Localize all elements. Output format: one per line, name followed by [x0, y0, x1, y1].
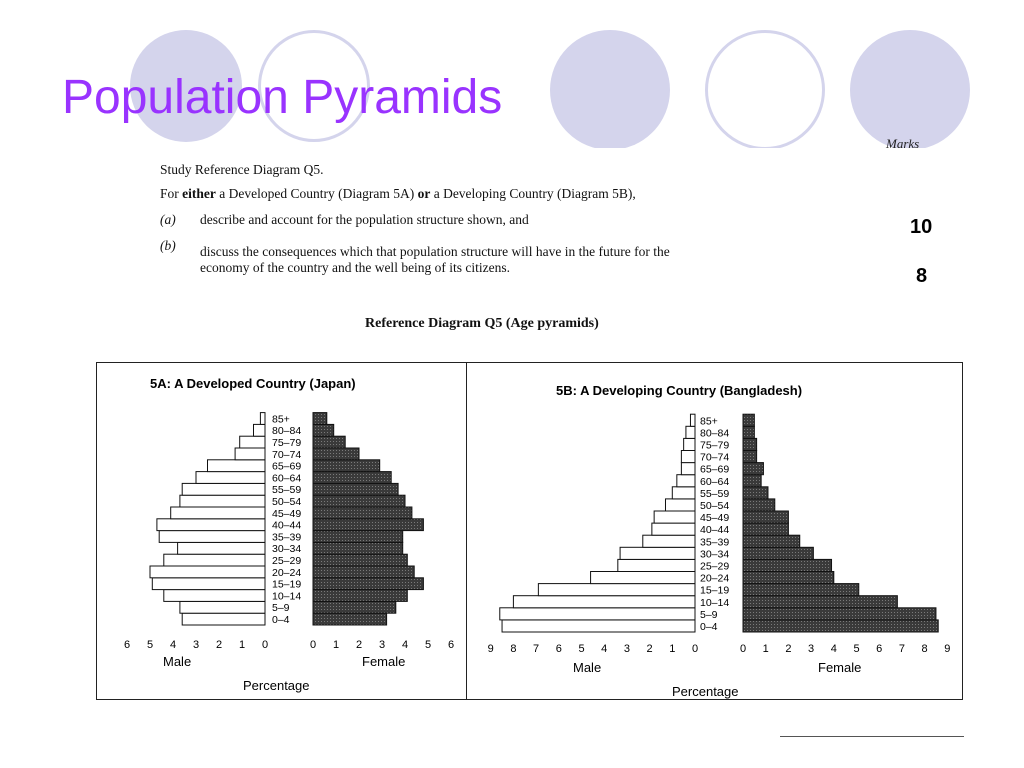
age-label: 80–84 [700, 427, 730, 440]
age-label: 25–29 [272, 555, 302, 567]
male-bar [500, 608, 695, 620]
x-tick-female: 4 [401, 639, 409, 651]
x-axis-label: Percentage [243, 678, 310, 693]
male-bar [538, 584, 695, 596]
age-label: 30–34 [700, 548, 730, 561]
x-tick-female: 6 [876, 643, 883, 655]
age-label: 45–49 [700, 512, 730, 525]
female-bar [743, 475, 761, 487]
age-label: 75–79 [700, 439, 730, 452]
female-bar [743, 499, 775, 511]
age-label: 25–29 [700, 560, 730, 573]
age-label: 5–9 [700, 608, 718, 621]
x-tick-female: 9 [944, 643, 951, 655]
age-label: 5–9 [272, 602, 290, 615]
male-axis-label: Male [573, 660, 602, 675]
male-bar [681, 451, 695, 463]
male-bar [164, 554, 265, 566]
male-bar [260, 413, 265, 425]
mark-a: 10 [910, 216, 933, 238]
male-bar [180, 601, 265, 613]
age-label: 70–74 [272, 448, 302, 461]
x-tick-female: 3 [808, 643, 815, 655]
female-bar [743, 620, 938, 632]
question-text: a Developing Country (Diagram 5B), [430, 186, 636, 201]
female-bar [313, 531, 403, 543]
female-bar [313, 436, 345, 448]
mark-b: 8 [916, 265, 928, 287]
male-bar [513, 596, 695, 608]
male-bar [235, 448, 265, 460]
age-label: 80–84 [272, 425, 302, 438]
male-bar [159, 531, 265, 543]
age-label: 50–54 [700, 500, 730, 512]
question-b-label: (b) [160, 238, 176, 253]
x-tick-male: 3 [623, 643, 630, 655]
x-tick-female: 5 [424, 639, 432, 651]
age-label: 55–59 [272, 484, 302, 497]
female-bar [313, 424, 334, 436]
x-tick-female: 7 [898, 643, 905, 655]
male-bar [654, 511, 695, 523]
x-tick-male: 2 [215, 639, 223, 651]
male-bar [686, 426, 695, 438]
age-label: 40–44 [272, 519, 302, 532]
female-bar [743, 608, 936, 620]
male-bar [164, 590, 265, 602]
male-bar [150, 566, 265, 578]
question-b-text-1: discuss the consequences which that population structure will have in the future for the [200, 244, 670, 259]
male-bar [182, 483, 265, 495]
x-tick-female: 1 [332, 639, 340, 651]
age-label: 10–14 [700, 596, 730, 609]
x-tick-male: 5 [146, 639, 154, 651]
question-line-1: Study Reference Diagram Q5. [160, 162, 324, 177]
female-bar [743, 523, 788, 535]
age-label: 60–64 [272, 472, 302, 485]
female-bar [313, 413, 327, 425]
male-bar [652, 523, 695, 535]
male-bar [643, 535, 695, 547]
age-label: 15–19 [700, 584, 730, 597]
x-tick-female: 4 [830, 643, 837, 655]
x-tick-male: 5 [578, 643, 585, 655]
female-bar [743, 463, 763, 475]
female-bar [743, 547, 813, 559]
male-bar [665, 499, 695, 511]
male-bar [681, 463, 695, 475]
female-bar [743, 451, 757, 463]
x-tick-male: 2 [646, 643, 653, 655]
x-tick-male: 0 [261, 639, 269, 651]
male-bar [157, 519, 265, 531]
question-emphasis: or [417, 186, 431, 201]
age-label: 55–59 [700, 487, 730, 500]
male-bar [677, 475, 695, 487]
female-bar [743, 426, 754, 438]
reference-title: Reference Diagram Q5 (Age pyramids) [365, 316, 599, 331]
age-label: 85+ [700, 415, 718, 428]
marks-label: Marks [886, 136, 920, 151]
female-bar [743, 584, 859, 596]
age-label: 40–44 [700, 524, 730, 537]
female-bar [313, 448, 359, 460]
chart-title: 5B: A Developing Country (Bangladesh) [556, 383, 803, 398]
male-bar [240, 436, 265, 448]
female-bar [313, 566, 414, 578]
x-tick-female: 1 [762, 643, 769, 655]
question-text: For [160, 186, 183, 201]
male-bar [208, 460, 266, 472]
x-tick-female: 3 [378, 639, 386, 651]
female-bar [743, 438, 757, 450]
female-axis-label: Female [362, 654, 406, 669]
age-label: 60–64 [700, 475, 730, 488]
female-bar [743, 572, 834, 584]
age-label: 45–49 [272, 507, 302, 520]
x-tick-male: 9 [487, 643, 494, 655]
slide-title: Population Pyramids [62, 71, 503, 124]
age-label: 20–24 [700, 572, 730, 585]
age-label: 50–54 [272, 496, 302, 508]
question-b-text-2: economy of the country and the well being of its citizens. [200, 260, 511, 275]
female-bar [743, 559, 832, 571]
male-bar [180, 495, 265, 507]
female-bar [743, 511, 788, 523]
footer-rule [780, 736, 964, 737]
age-label: 30–34 [272, 543, 302, 556]
x-tick-female: 6 [447, 639, 455, 651]
x-tick-male: 6 [123, 639, 131, 651]
female-bar [313, 483, 398, 495]
female-bar [743, 596, 897, 608]
x-tick-male: 1 [669, 643, 676, 655]
male-bar [182, 613, 265, 625]
female-bar [313, 590, 407, 602]
x-tick-female: 0 [309, 639, 317, 651]
male-bar [152, 578, 265, 590]
age-label: 10–14 [272, 590, 302, 603]
female-bar [313, 601, 396, 613]
question-emphasis: either [182, 186, 216, 201]
female-bar [313, 472, 391, 484]
male-bar [178, 542, 265, 554]
x-tick-female: 0 [739, 643, 747, 655]
pyramid-japan [124, 376, 454, 693]
x-tick-male: 3 [192, 639, 200, 651]
x-tick-male: 6 [555, 643, 562, 655]
male-bar [672, 487, 695, 499]
age-label: 65–69 [700, 463, 730, 476]
female-bar [313, 613, 387, 625]
x-tick-male: 0 [691, 643, 699, 655]
female-bar [743, 487, 768, 499]
age-label: 0–4 [700, 621, 718, 633]
male-axis-label: Male [163, 654, 192, 669]
x-tick-male: 4 [169, 639, 177, 651]
male-bar [196, 472, 265, 484]
age-label: 65–69 [272, 460, 302, 473]
female-bar [313, 495, 405, 507]
female-bar [313, 554, 407, 566]
x-tick-female: 2 [355, 639, 363, 651]
x-tick-female: 5 [853, 643, 860, 655]
age-label: 15–19 [272, 578, 302, 591]
x-tick-female: 8 [921, 643, 928, 655]
question-a-text: describe and account for the population structure shown, and [200, 212, 529, 227]
chart-title: 5A: A Developed Country (Japan) [150, 376, 356, 391]
question-a-label: (a) [160, 212, 176, 227]
male-bar [591, 572, 695, 584]
age-label: 85+ [272, 413, 290, 426]
age-label: 35–39 [700, 536, 730, 549]
age-label: 0–4 [272, 614, 290, 626]
male-bar [620, 547, 695, 559]
male-bar [690, 414, 695, 426]
x-tick-female: 2 [785, 643, 792, 655]
x-tick-male: 8 [510, 643, 517, 655]
age-label: 70–74 [700, 451, 730, 464]
x-tick-male: 1 [238, 639, 246, 651]
female-bar [313, 542, 403, 554]
question-text: a Developed Country (Diagram 5A) [215, 186, 418, 201]
female-bar [313, 460, 380, 472]
male-bar [684, 438, 695, 450]
female-axis-label: Female [818, 660, 862, 675]
male-bar [618, 559, 695, 571]
x-tick-male: 7 [533, 643, 540, 655]
male-bar [171, 507, 265, 519]
male-bar [254, 424, 266, 436]
female-bar [743, 535, 800, 547]
pyramid-bangladesh [488, 383, 951, 699]
age-label: 75–79 [272, 437, 302, 449]
male-bar [502, 620, 695, 632]
x-tick-male: 4 [601, 643, 608, 655]
female-bar [313, 519, 423, 531]
female-bar [743, 414, 754, 426]
female-bar [313, 578, 423, 590]
age-label: 35–39 [272, 531, 302, 544]
female-bar [313, 507, 412, 519]
age-label: 20–24 [272, 566, 302, 579]
x-axis-label: Percentage [672, 684, 739, 699]
